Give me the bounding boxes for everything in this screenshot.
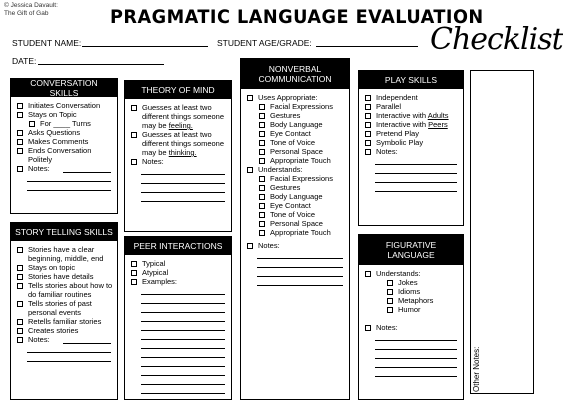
list-item: Guesses at least two different things someone may be feeling. [131, 103, 227, 130]
student-name-label: STUDENT NAME: [12, 38, 82, 48]
notes-lines[interactable] [125, 286, 231, 394]
checkbox[interactable] [247, 243, 253, 249]
conversation-skills-heading: CONVERSATION SKILLS [11, 79, 117, 97]
list-item: Interactive with Peers [365, 120, 459, 129]
checkbox[interactable] [17, 319, 23, 325]
checkbox[interactable] [259, 194, 265, 200]
list-item: Pretend Play [365, 129, 459, 138]
checkbox[interactable] [259, 212, 265, 218]
checkbox[interactable] [131, 261, 137, 267]
checkbox[interactable] [131, 132, 137, 138]
checkbox[interactable] [17, 247, 23, 253]
checkbox[interactable] [247, 95, 253, 101]
notes-lines[interactable] [359, 156, 463, 192]
checkbox[interactable] [365, 140, 371, 146]
page-title: PRAGMATIC LANGUAGE EVALUATION [110, 6, 484, 28]
checkbox[interactable] [365, 95, 371, 101]
other-notes-label: Other Notes: [472, 346, 481, 392]
checkbox[interactable] [259, 113, 265, 119]
checkbox[interactable] [247, 167, 253, 173]
list-item: Appropriate Touch [247, 228, 345, 237]
list-item: Notes: [247, 241, 345, 250]
theory-of-mind-card [124, 80, 232, 232]
copyright: © Jessica Davault: The Gift of Gab [4, 2, 58, 17]
checkbox[interactable] [29, 121, 35, 127]
story-telling-heading: STORY TELLING SKILLS [11, 223, 117, 241]
list-item: Ends Conversation Politely [17, 146, 113, 164]
checkbox[interactable] [259, 221, 265, 227]
checkbox[interactable] [17, 337, 23, 343]
list-item: Parallel [365, 102, 459, 111]
checkbox[interactable] [17, 130, 23, 136]
list-item: Idioms [365, 287, 459, 296]
list-item: Stays on Topic [17, 110, 113, 119]
checkbox[interactable] [17, 166, 23, 172]
date-label: DATE: [12, 56, 37, 66]
checkbox[interactable] [365, 131, 371, 137]
figurative-language-heading: FIGURATIVE LANGUAGE [359, 235, 463, 265]
checkbox[interactable] [365, 149, 371, 155]
list-item: Tone of Voice [247, 138, 345, 147]
checkbox[interactable] [259, 176, 265, 182]
checkbox[interactable] [259, 230, 265, 236]
play-skills-card [358, 70, 464, 226]
nonverbal-card [240, 58, 350, 400]
list-item: Understands: [365, 269, 459, 278]
checkbox[interactable] [365, 113, 371, 119]
list-item: Stays on topic [17, 263, 113, 272]
checkbox[interactable] [17, 274, 23, 280]
list-item: Stories have details [17, 272, 113, 281]
list-item: Makes Comments [17, 137, 113, 146]
checkbox[interactable] [259, 131, 265, 137]
checkbox[interactable] [259, 104, 265, 110]
checkbox[interactable] [131, 159, 137, 165]
checkbox[interactable] [17, 283, 23, 289]
checkbox[interactable] [17, 301, 23, 307]
list-item: Typical [131, 259, 227, 268]
list-item: Interactive with Adults [365, 111, 459, 120]
checkbox[interactable] [387, 298, 393, 304]
list-item: Notes: [17, 164, 113, 173]
checkbox[interactable] [259, 149, 265, 155]
checkbox[interactable] [131, 270, 137, 276]
checkbox[interactable] [387, 289, 393, 295]
list-item: Tells stories about how to do familiar routines [17, 281, 113, 299]
peer-interactions-card [124, 236, 232, 400]
list-item: Guesses at least two different things someone may be thinking. [131, 130, 227, 157]
theory-of-mind-heading: THEORY OF MIND [125, 81, 231, 99]
checkbox[interactable] [17, 103, 23, 109]
list-item: Independent [365, 93, 459, 102]
list-item: Creates stories [17, 326, 113, 335]
other-notes-box[interactable] [470, 70, 534, 394]
list-item: Facial Expressions [247, 102, 345, 111]
story-telling-card [10, 222, 118, 400]
list-item: Metaphors [365, 296, 459, 305]
checkbox[interactable] [365, 122, 371, 128]
list-item: Tone of Voice [247, 210, 345, 219]
checkbox[interactable] [17, 112, 23, 118]
list-item: Initiates Conversation [17, 101, 113, 110]
list-item: Notes: [365, 323, 459, 332]
figurative-language-card [358, 234, 464, 400]
list-item: Examples: [131, 277, 227, 286]
student-name-line[interactable] [82, 46, 208, 47]
list-item: Appropriate Touch [247, 156, 345, 165]
list-item: Facial Expressions [247, 174, 345, 183]
checkbox[interactable] [259, 158, 265, 164]
list-item: For ____ Turns [17, 119, 113, 128]
checkbox[interactable] [259, 185, 265, 191]
list-item: Stories have a clear beginning, middle, end [17, 245, 113, 263]
checkbox[interactable] [131, 279, 137, 285]
page-subtitle: Checklist [430, 22, 563, 57]
notes-lines[interactable] [125, 166, 231, 202]
checkbox[interactable] [387, 307, 393, 313]
list-item: Tells stories of past personal events [17, 299, 113, 317]
list-item: Gestures [247, 183, 345, 192]
conversation-skills-card [10, 78, 118, 214]
list-item: Retells familiar stories [17, 317, 113, 326]
list-item: Body Language [247, 192, 345, 201]
list-item: Asks Questions [17, 128, 113, 137]
checkbox[interactable] [259, 203, 265, 209]
checkbox[interactable] [17, 139, 23, 145]
list-item: Understands: [247, 165, 345, 174]
list-item: Atypical [131, 268, 227, 277]
checkbox[interactable] [259, 122, 265, 128]
checkbox[interactable] [387, 280, 393, 286]
checkbox[interactable] [259, 140, 265, 146]
list-item: Jokes [365, 278, 459, 287]
list-item: Eye Contact [247, 129, 345, 138]
checkbox[interactable] [131, 105, 137, 111]
list-item: Notes: [17, 335, 113, 344]
checkbox[interactable] [17, 265, 23, 271]
list-item: Symbolic Play [365, 138, 459, 147]
checkbox[interactable] [365, 104, 371, 110]
list-item: Humor [365, 305, 459, 314]
date-line[interactable] [38, 64, 164, 65]
checkbox[interactable] [365, 325, 371, 331]
checkbox[interactable] [17, 148, 23, 154]
list-item: Notes: [365, 147, 459, 156]
nonverbal-heading: NONVERBAL COMMUNICATION [241, 59, 349, 89]
student-age-line[interactable] [316, 46, 418, 47]
checkbox[interactable] [365, 271, 371, 277]
student-age-label: STUDENT AGE/GRADE: [217, 38, 312, 48]
checkbox[interactable] [17, 328, 23, 334]
list-item: Uses Appropriate: [247, 93, 345, 102]
list-item: Personal Space [247, 147, 345, 156]
list-item: Body Language [247, 120, 345, 129]
list-item: Eye Contact [247, 201, 345, 210]
list-item: Notes: [131, 157, 227, 166]
notes-lines[interactable] [241, 250, 349, 286]
list-item: Personal Space [247, 219, 345, 228]
list-item: Gestures [247, 111, 345, 120]
peer-interactions-heading: PEER INTERACTIONS [125, 237, 231, 255]
play-skills-heading: PLAY SKILLS [359, 71, 463, 89]
notes-lines[interactable] [359, 332, 463, 377]
